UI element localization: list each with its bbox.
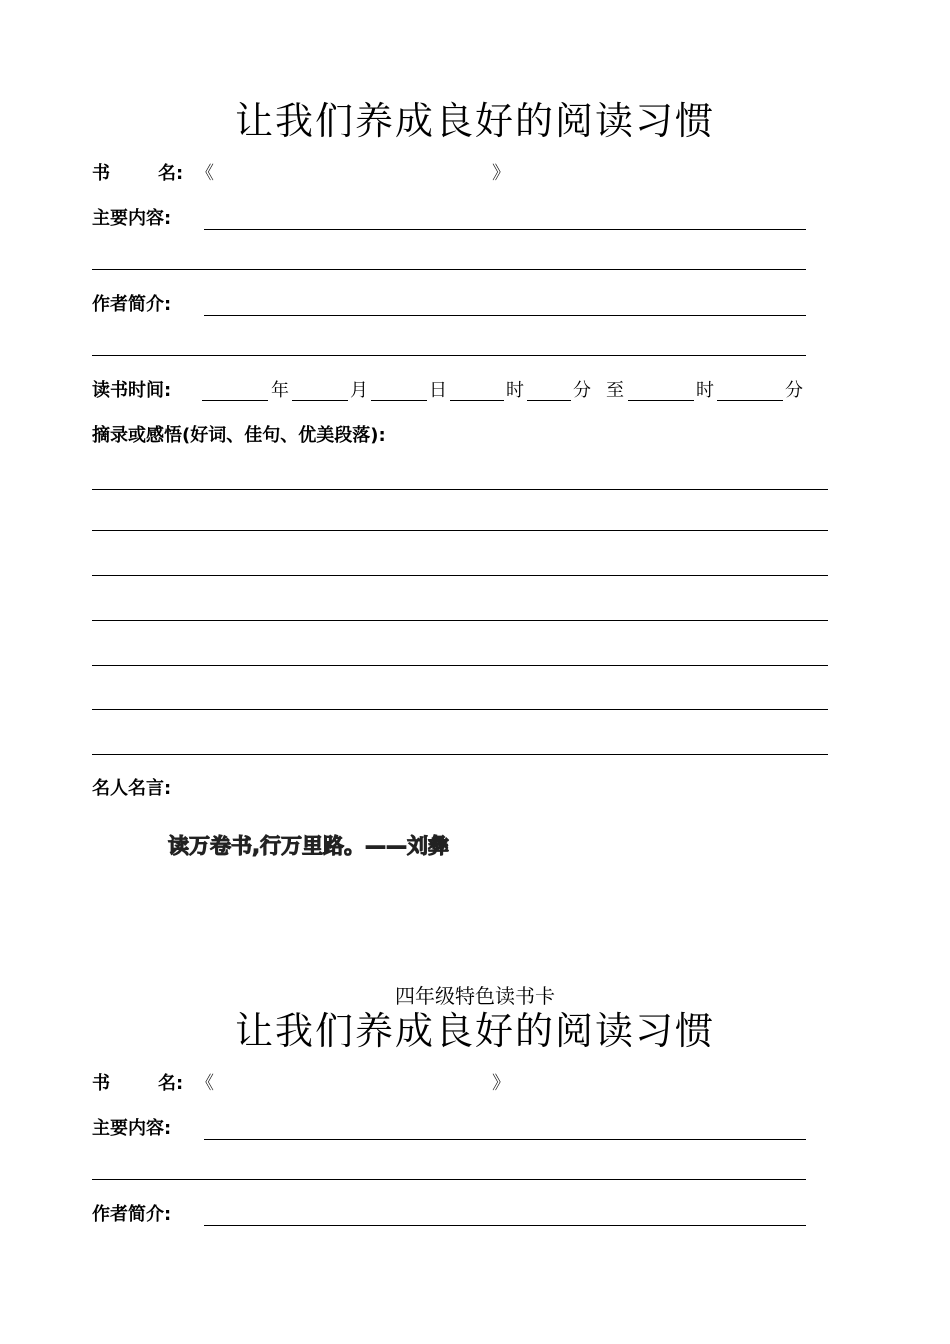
quotes-label: 名人名言:	[92, 778, 172, 799]
end-hour-unit: 时	[696, 380, 714, 401]
card-subtitle: 四年级特色读书卡	[395, 984, 555, 1008]
author-label: 作者简介:	[92, 1204, 172, 1225]
month-unit: 月	[350, 380, 368, 401]
famous-quote: 读万卷书,行万里路。——刘彝	[168, 834, 449, 858]
book-close-quote: 》	[492, 1073, 510, 1094]
year-blank[interactable]	[202, 400, 268, 401]
excerpt-line[interactable]	[92, 754, 828, 755]
excerpt-label: 摘录或感悟(好词、佳句、优美段落):	[92, 425, 386, 446]
excerpt-line[interactable]	[92, 575, 828, 576]
end-hour-blank[interactable]	[628, 400, 694, 401]
content-label: 主要内容:	[92, 1118, 172, 1139]
book-label-a: 书	[92, 1073, 110, 1094]
month-blank[interactable]	[292, 400, 348, 401]
book-close-quote: 》	[492, 163, 510, 184]
author-line[interactable]	[92, 355, 806, 356]
content-line[interactable]	[92, 1179, 806, 1180]
content-label: 主要内容:	[92, 208, 172, 229]
day-blank[interactable]	[371, 400, 427, 401]
content-line[interactable]	[204, 229, 806, 230]
author-label: 作者简介:	[92, 294, 172, 315]
card-title: 让我们养成良好的阅读习惯	[234, 99, 715, 143]
excerpt-line[interactable]	[92, 665, 828, 666]
excerpt-line[interactable]	[92, 709, 828, 710]
author-line[interactable]	[204, 1225, 806, 1226]
book-open-quote: 《	[196, 163, 214, 184]
excerpt-line[interactable]	[92, 489, 828, 490]
book-label-a: 书	[92, 163, 110, 184]
to-word: 至	[606, 380, 624, 401]
excerpt-line[interactable]	[92, 530, 828, 531]
hour-blank[interactable]	[450, 400, 504, 401]
book-open-quote: 《	[196, 1073, 214, 1094]
hour-unit: 时	[506, 380, 524, 401]
content-line[interactable]	[204, 1139, 806, 1140]
excerpt-line[interactable]	[92, 620, 828, 621]
time-label: 读书时间:	[92, 380, 172, 401]
author-line[interactable]	[204, 315, 806, 316]
year-unit: 年	[271, 380, 289, 401]
minute-unit: 分	[573, 380, 591, 401]
end-minute-unit: 分	[785, 380, 803, 401]
book-label-b: 名:	[158, 1073, 184, 1094]
day-unit: 日	[429, 380, 447, 401]
book-label-b: 名:	[158, 163, 184, 184]
card-title: 让我们养成良好的阅读习惯	[234, 1009, 715, 1053]
end-minute-blank[interactable]	[717, 400, 783, 401]
content-line[interactable]	[92, 269, 806, 270]
minute-blank[interactable]	[527, 400, 571, 401]
